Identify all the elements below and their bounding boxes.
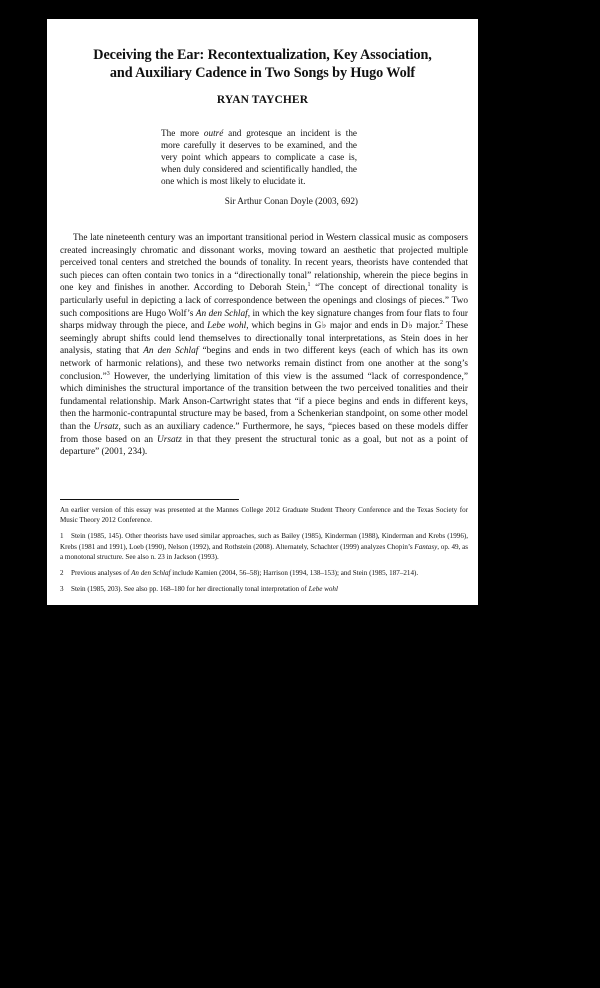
body-sentence: , in which the key signature changes from four flats to four sharps midway through the piece, and [60,308,468,332]
body-text [60,232,468,459]
footnote-number: 3 [60,585,64,594]
footnote-text: , op. 49, as a monotonal structure. See also n. 23 in Jackson (1993). [60,542,468,561]
article-title-line-2: and Auxiliary Cadence in Two Songs by Hugo Wolf [109,65,416,81]
body-sentence: , which begins in G♭ major and ends in D♭ major. [246,321,440,332]
footnote-ref-3[interactable]: 3 [106,370,110,377]
document-page [47,19,478,605]
work-title: Fantasy [414,542,438,551]
body-sentence: , such as an auxiliary cadence.” Furthermore, he says, “pieces based on these models differ from those based on an [60,421,469,445]
epigraph-emphasis: outré [203,128,224,138]
epigraph-source: Sir Arthur Conan Doyle (2003, 692) [224,196,358,206]
footnote-number: 1 [60,532,64,541]
footnote-2 [60,568,468,578]
work-title: Lebe wohl [308,585,338,594]
footnote-text: Stein (1985, 145). Other theorists have used similar approaches, such as Bailey (1985), Kinderman (1988), Kinderman and Krebs (1996), Krebs (1981 and 1991), Loeb (1990), Nelson (1992), and Rothstein (2008). Alternately, Schachter (1999) analyzes Chopin’s [60,532,468,551]
epigraph-text: and grotesque an incident is the more carefully it deserves to be examined, and the very point which appears to complicate a case is, when duly considered and scientifically handled, the one which is most likely to elucidate it. [161,128,357,187]
song-title: Lebe wohl [207,321,247,332]
body-sentence: These seemingly abrupt shifts could lend themselves to directionally tonal interpretations, as Stein does in her analysis, stating that [60,321,468,357]
body-sentence: However, the underlying limitation of this view is the assumed “lack of correspondence,” which diminishes the structural importance of the transition between the two perceived tonalities and their fundamental relationship. Mark Anson-Cartwright states that “if a piece begins and ends in different keys, then the harmonic-contrapuntal structure may be based, from a Schenkerian standpoint, on some other model than the [60,371,468,432]
body-sentence: “The concept of directional tonality is particularly useful in depicting a lack of correspondence between the openings and closings of pieces.” Two such compositions are Hugo Wolf’s [60,283,468,319]
footnote-3 [60,584,468,594]
article-title-line-1: Deceiving the Ear: Recontextualization, Key Association, [93,47,432,63]
footnote-ref-1[interactable]: 1 [307,282,311,289]
term-ursatz: Ursatz [157,434,182,445]
work-title: An den Schlaf [131,569,171,578]
footnote-unnumbered [60,505,468,525]
article-author: RYAN TAYCHER [216,94,309,106]
term-ursatz: Ursatz [93,421,119,432]
footnote-text: Previous analyses of [71,569,132,578]
footnote-text: include Kamien (2004, 56–58); Harrison (1994, 138–153); and Stein (1985, 187–214). [170,569,419,578]
footnote-ref-2[interactable]: 2 [440,320,443,327]
body-paragraph [60,232,468,459]
song-title: An den Schlaf [195,308,248,319]
body-sentence: The late nineteenth century was an important transitional period in Western classical music as composers created increasingly chromatic and dissonant works, moving toward an aesthetic that projected multiple perceived tonal centers and stretched the bounds of tonality. In recent years, theorists have contended that such pieces can often contain two tonics in a “directionally tonal” relationship, wherein the piece begins in one key and finishes in another. According to Deborah Stein, [60,233,468,294]
footnote-text: An earlier version of this essay was presented at the Mannes College 2012 Graduate Student Theory Conference and the Texas Society for Music Theory 2012 Conference. [60,506,468,525]
epigraph-quote [161,127,357,187]
footnote-divider [60,499,239,500]
footnote-1 [60,531,468,562]
body-sentence: in that they present the structural tonic as a goal, but not as a point of departure” (2001, 234). [60,434,468,458]
body-sentence: “begins and ends in two different keys (each of which has its own network of harmonic relations), and these two networks remain distinct from one another at the song’s conclusion.” [60,346,468,382]
footnote-text: Stein (1985, 203). See also pp. 168–180 for her directionally tonal interpretation of [71,585,309,594]
article-title [47,46,478,82]
footnote-number: 2 [60,569,64,578]
footnotes [60,505,468,600]
epigraph-text: The more [161,128,204,138]
song-title: An den Schlaf [143,346,199,357]
